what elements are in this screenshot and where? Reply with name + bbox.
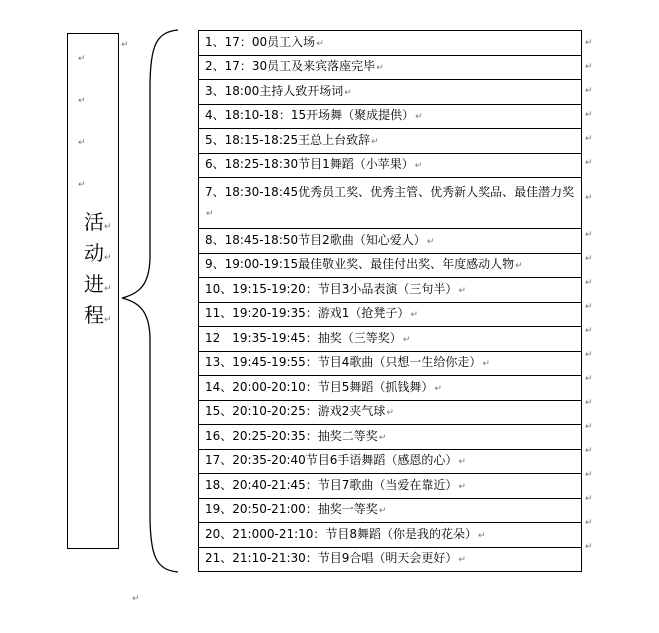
row-end-mark: ↵ — [585, 374, 593, 384]
schedule-item: 20、21:000-21:10：节目8舞蹈（你是我的花朵）↵ — [199, 523, 582, 548]
row-end-mark: ↵ — [585, 158, 593, 168]
table-row — [199, 498, 582, 523]
table-row — [199, 80, 582, 105]
table-row — [199, 449, 582, 474]
table-row — [199, 474, 582, 499]
paragraph-mark: ↵ — [78, 138, 86, 148]
schedule-item: 7、18:30-18:45优秀员工奖、优秀主管、优秀新人奖品、最佳潜力奖↵ — [199, 178, 582, 229]
table-row — [199, 425, 582, 450]
schedule-item: 16、20:25-20:35：抽奖二等奖↵ — [199, 425, 582, 450]
paragraph-mark: ↵ — [78, 54, 86, 64]
title-char: 程 ↵ — [84, 303, 112, 327]
row-end-mark: ↵ — [585, 278, 593, 288]
row-end-mark: ↵ — [585, 254, 593, 264]
row-end-mark: ↵ — [585, 398, 593, 408]
table-row — [199, 253, 582, 278]
title-char: 动 ↵ — [84, 241, 112, 265]
table-row — [199, 153, 582, 178]
paragraph-mark: ↵ — [132, 594, 140, 604]
table-row — [199, 547, 582, 572]
table-row — [199, 229, 582, 254]
table-row — [199, 351, 582, 376]
schedule-item: 1、17：00员工入场↵ — [199, 31, 582, 56]
table-row — [199, 376, 582, 401]
schedule-item: 21、21:10-21:30：节目9合唱（明天会更好）↵ — [199, 547, 582, 572]
schedule-item: 3、18:00主持人致开场词↵ — [199, 80, 582, 105]
title-char: 活 ↵ — [84, 210, 112, 234]
row-end-mark: ↵ — [585, 470, 593, 480]
row-end-mark: ↵ — [585, 110, 593, 120]
schedule-item: 13、19:45-19:55：节目4歌曲（只想一生给你走）↵ — [199, 351, 582, 376]
schedule-item: 15、20:10-20:25：游戏2夹气球↵ — [199, 400, 582, 425]
schedule-item: 5、18:15-18:25王总上台致辞↵ — [199, 129, 582, 154]
row-end-mark: ↵ — [585, 134, 593, 144]
row-end-mark: ↵ — [585, 326, 593, 336]
row-end-mark: ↵ — [585, 62, 593, 72]
row-end-mark: ↵ — [585, 446, 593, 456]
row-end-mark: ↵ — [585, 350, 593, 360]
row-end-mark: ↵ — [585, 38, 593, 48]
schedule-table — [198, 30, 582, 572]
table-row — [199, 400, 582, 425]
row-end-mark: ↵ — [585, 542, 593, 552]
table-row — [199, 302, 582, 327]
table-row — [199, 327, 582, 352]
paragraph-mark: ↵ — [78, 96, 86, 106]
schedule-item: 9、19:00-19:15最佳敬业奖、最佳付出奖、年度感动人物↵ — [199, 253, 582, 278]
schedule-item: 12 19:35-19:45：抽奖（三等奖）↵ — [199, 327, 582, 352]
activity-process-title — [78, 212, 110, 336]
schedule-item: 2、17：30员工及来宾落座完毕↵ — [199, 55, 582, 80]
schedule-item: 10、19:15-19:20：节目3小品表演（三句半）↵ — [199, 278, 582, 303]
table-row — [199, 31, 582, 56]
schedule-item: 17、20:35-20:40节目6手语舞蹈（感恩的心）↵ — [199, 449, 582, 474]
title-char: 进 ↵ — [84, 272, 112, 296]
table-row — [199, 104, 582, 129]
table-row — [199, 55, 582, 80]
row-end-mark: ↵ — [585, 494, 593, 504]
row-end-mark: ↵ — [585, 302, 593, 312]
table-row — [199, 278, 582, 303]
curly-brace-icon — [120, 28, 182, 574]
row-end-mark: ↵ — [585, 518, 593, 528]
paragraph-mark: ↵ — [78, 180, 86, 190]
activity-label-box — [67, 33, 119, 549]
schedule-item: 8、18:45-18:50节目2歌曲（知心爱人）↵ — [199, 229, 582, 254]
table-row — [199, 178, 582, 229]
table-row — [199, 129, 582, 154]
row-end-mark: ↵ — [585, 230, 593, 240]
row-end-mark: ↵ — [585, 422, 593, 432]
table-row — [199, 523, 582, 548]
schedule-item: 4、18:10-18：15开场舞（聚成提供）↵ — [199, 104, 582, 129]
schedule-item: 19、20:50-21:00：抽奖一等奖↵ — [199, 498, 582, 523]
paragraph-mark: ↵ — [121, 40, 129, 50]
schedule-item: 18、20:40-21:45：节目7歌曲（当爱在靠近）↵ — [199, 474, 582, 499]
schedule-item: 11、19:20-19:35：游戏1（抢凳子）↵ — [199, 302, 582, 327]
row-end-mark: ↵ — [585, 193, 593, 203]
schedule-item: 6、18:25-18:30节目1舞蹈（小苹果）↵ — [199, 153, 582, 178]
schedule-item: 14、20:00-20:10：节目5舞蹈（抓钱舞）↵ — [199, 376, 582, 401]
row-end-mark: ↵ — [585, 86, 593, 96]
